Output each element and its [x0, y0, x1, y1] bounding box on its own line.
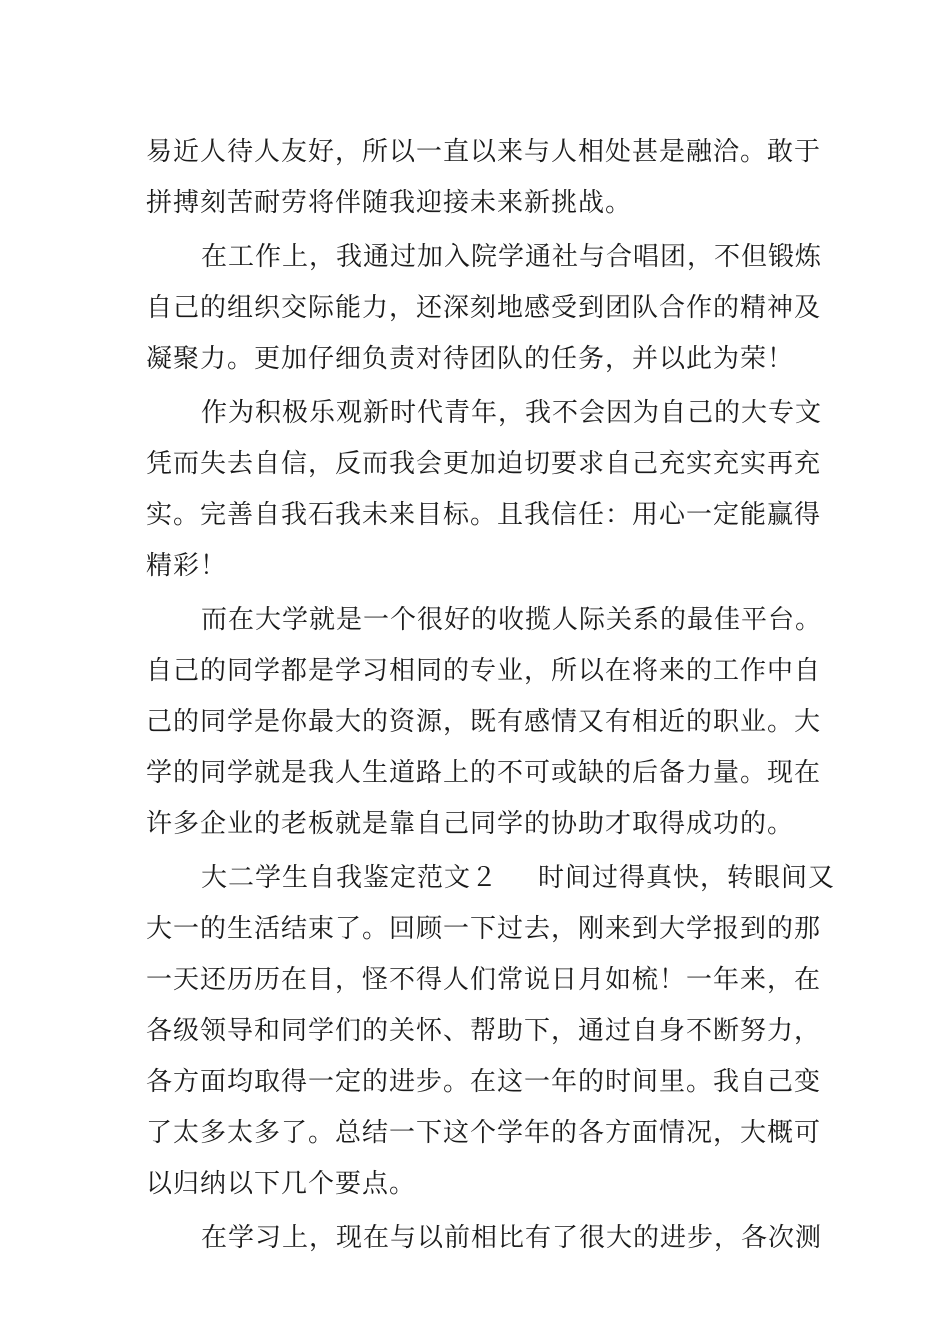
text-line-fragment: 时间过得真快，转眼间又: [538, 863, 836, 893]
text-line: 自己的组织交际能力，还深刻地感受到团队合作的精神及: [146, 293, 822, 323]
text-line: 学的同学就是我人生道路上的不可或缺的后备力量。现在: [146, 758, 822, 788]
heading-line: [146, 853, 836, 904]
text-line: 在学习上，现在与以前相比有了很大的进步，各次测: [201, 1223, 823, 1253]
text-line: 大一的生活结束了。回顾一下过去，刚来到大学报到的那: [146, 914, 822, 944]
text-line: 许多企业的老板就是靠自己同学的协助才取得成功的。: [146, 809, 795, 839]
text-line: 各方面均取得一定的进步。在这一年的时间里。我自己变: [146, 1067, 822, 1097]
text-line: 各级领导和同学们的关怀、帮助下，通过自身不断努力，: [146, 1016, 822, 1046]
text-line: 一天还历历在目，怪不得人们常说日月如梳！一年来，在: [146, 965, 822, 995]
text-line: 实。完善自我石我未来目标。且我信任：用心一定能赢得: [146, 500, 822, 530]
text-line: 了太多太多了。总结一下这个学年的各方面情况，大概可: [146, 1118, 822, 1148]
text-line: 易近人待人友好，所以一直以来与人相处甚是融洽。敢于: [146, 137, 822, 167]
text-line: 在工作上，我通过加入院学通社与合唱团，不但锻炼: [201, 242, 823, 272]
text-line: 自己的同学都是学习相同的专业，所以在将来的工作中自: [146, 656, 822, 686]
text-line: 以归纳以下几个要点。: [146, 1169, 417, 1199]
text-line: 而在大学就是一个很好的收揽人际关系的最佳平台。: [201, 605, 823, 635]
document-body: [146, 127, 836, 1264]
text-line: 凝聚力。更加仔细负责对待团队的任务，并以此为荣！: [146, 344, 795, 374]
text-line: 精彩！: [146, 551, 228, 581]
text-line: 己的同学是你最大的资源，既有感情又有相近的职业。大: [146, 707, 822, 737]
text-line: 拼搏刻苦耐劳将伴随我迎接未来新挑战。: [146, 188, 633, 218]
text-line: 凭而失去自信，反而我会更加迫切要求自己充实充实再充: [146, 449, 822, 479]
section-heading: 大二学生自我鉴定范文２: [201, 863, 499, 893]
text-line: 作为积极乐观新时代青年，我不会因为自己的大专文: [201, 398, 823, 428]
